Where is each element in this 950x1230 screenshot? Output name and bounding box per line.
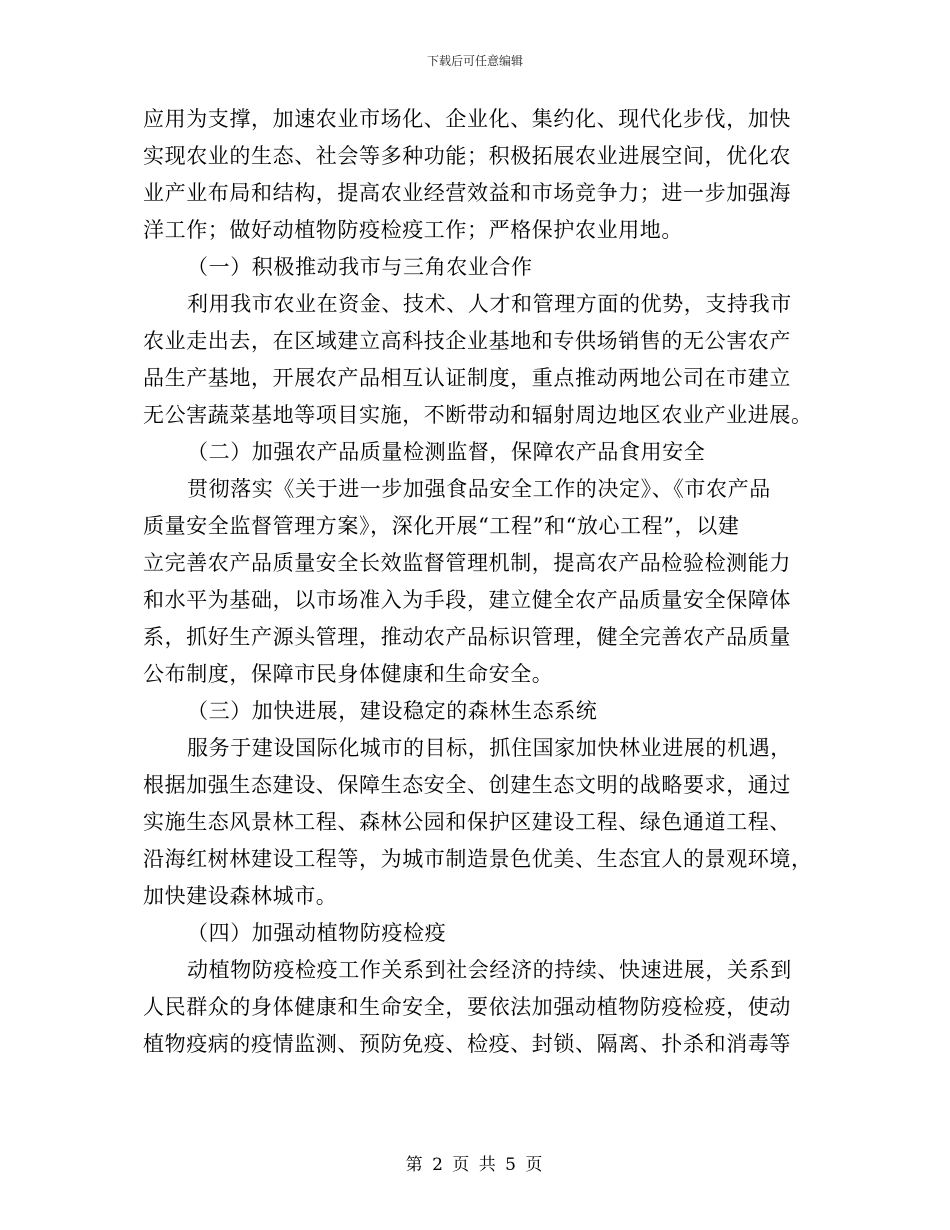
text-line: 立完善农产品质量安全长效监督管理机制，提高农产品检验检测能力 bbox=[143, 551, 791, 575]
text-line: 无公害蔬菜基地等项目实施，不断带动和辐射周边地区农业产业进展。 bbox=[143, 403, 813, 427]
text-line: 加快建设森林城市。 bbox=[143, 884, 338, 908]
text-line: 业产业布局和结构，提高农业经营效益和市场竞争力；进一步加强海 bbox=[143, 181, 791, 205]
text-line: 质量安全监督管理方案》，深化开展“工程”和“放心工程”，以建 bbox=[143, 514, 740, 538]
page-header-note: 下载后可任意编辑 bbox=[426, 54, 523, 68]
document-body bbox=[143, 101, 813, 1063]
text-line: 公布制度，保障市民身体健康和生命安全。 bbox=[143, 662, 554, 686]
text-line: 植物疫病的疫情监测、预防免疫、检疫、封锁、隔离、扑杀和消毒等 bbox=[143, 1032, 791, 1056]
section-heading bbox=[143, 249, 807, 286]
page-number-footer: 第 2 页 共 5 页 bbox=[405, 1155, 545, 1175]
section-heading bbox=[143, 693, 807, 730]
paragraph bbox=[143, 730, 813, 915]
paragraph-continued bbox=[143, 101, 807, 249]
text-line: 动植物防疫检疫工作关系到社会经济的持续、快速进展，关系到 bbox=[187, 958, 792, 982]
text-line: 和水平为基础，以市场准入为手段，建立健全农产品质量安全保障体 bbox=[143, 588, 791, 612]
paragraph bbox=[143, 952, 807, 1063]
paragraph bbox=[143, 471, 807, 693]
section-heading-text: （四）加强动植物防疫检疫 bbox=[187, 921, 447, 945]
section-heading-text: （一）积极推动我市与三角农业合作 bbox=[187, 255, 533, 279]
text-line: 服务于建设国际化城市的目标，抓住国家加快林业进展的机遇， bbox=[187, 736, 792, 760]
paragraph bbox=[143, 286, 813, 434]
text-line: 农业走出去，在区域建立高科技企业基地和专供场销售的无公害农产 bbox=[143, 329, 791, 353]
section-heading bbox=[143, 434, 807, 471]
section-heading-text: （三）加快进展，建设稳定的森林生态系统 bbox=[187, 699, 598, 723]
text-line: 实施生态风景林工程、森林公园和保护区建设工程、绿色通道工程、 bbox=[143, 810, 791, 834]
text-line: 利用我市农业在资金、技术、人才和管理方面的优势，支持我市 bbox=[187, 292, 792, 316]
text-line: 根据加强生态建设、保障生态安全、创建生态文明的战略要求，通过 bbox=[143, 773, 791, 797]
text-line: 品生产基地，开展农产品相互认证制度，重点推动两地公司在市建立 bbox=[143, 366, 791, 390]
text-line: 沿海红树林建设工程等，为城市制造景色优美、生态宜人的景观环境， bbox=[143, 847, 813, 871]
text-line: 实现农业的生态、社会等多种功能；积极拓展农业进展空间，优化农 bbox=[143, 144, 791, 168]
text-line: 贯彻落实《关于进一步加强食品安全工作的决定》、《市农产品 bbox=[187, 477, 771, 501]
section-heading bbox=[143, 915, 807, 952]
text-line: 系，抓好生产源头管理，推动农产品标识管理，健全完善农产品质量 bbox=[143, 625, 791, 649]
text-line: 应用为支撑，加速农业市场化、企业化、集约化、现代化步伐，加快 bbox=[143, 107, 791, 131]
text-line: 洋工作；做好动植物防疫检疫工作；严格保护农业用地。 bbox=[143, 218, 683, 242]
text-line: 人民群众的身体健康和生命安全，要依法加强动植物防疫检疫，使动 bbox=[143, 995, 791, 1019]
section-heading-text: （二）加强农产品质量检测监督，保障农产品食用安全 bbox=[187, 440, 706, 464]
